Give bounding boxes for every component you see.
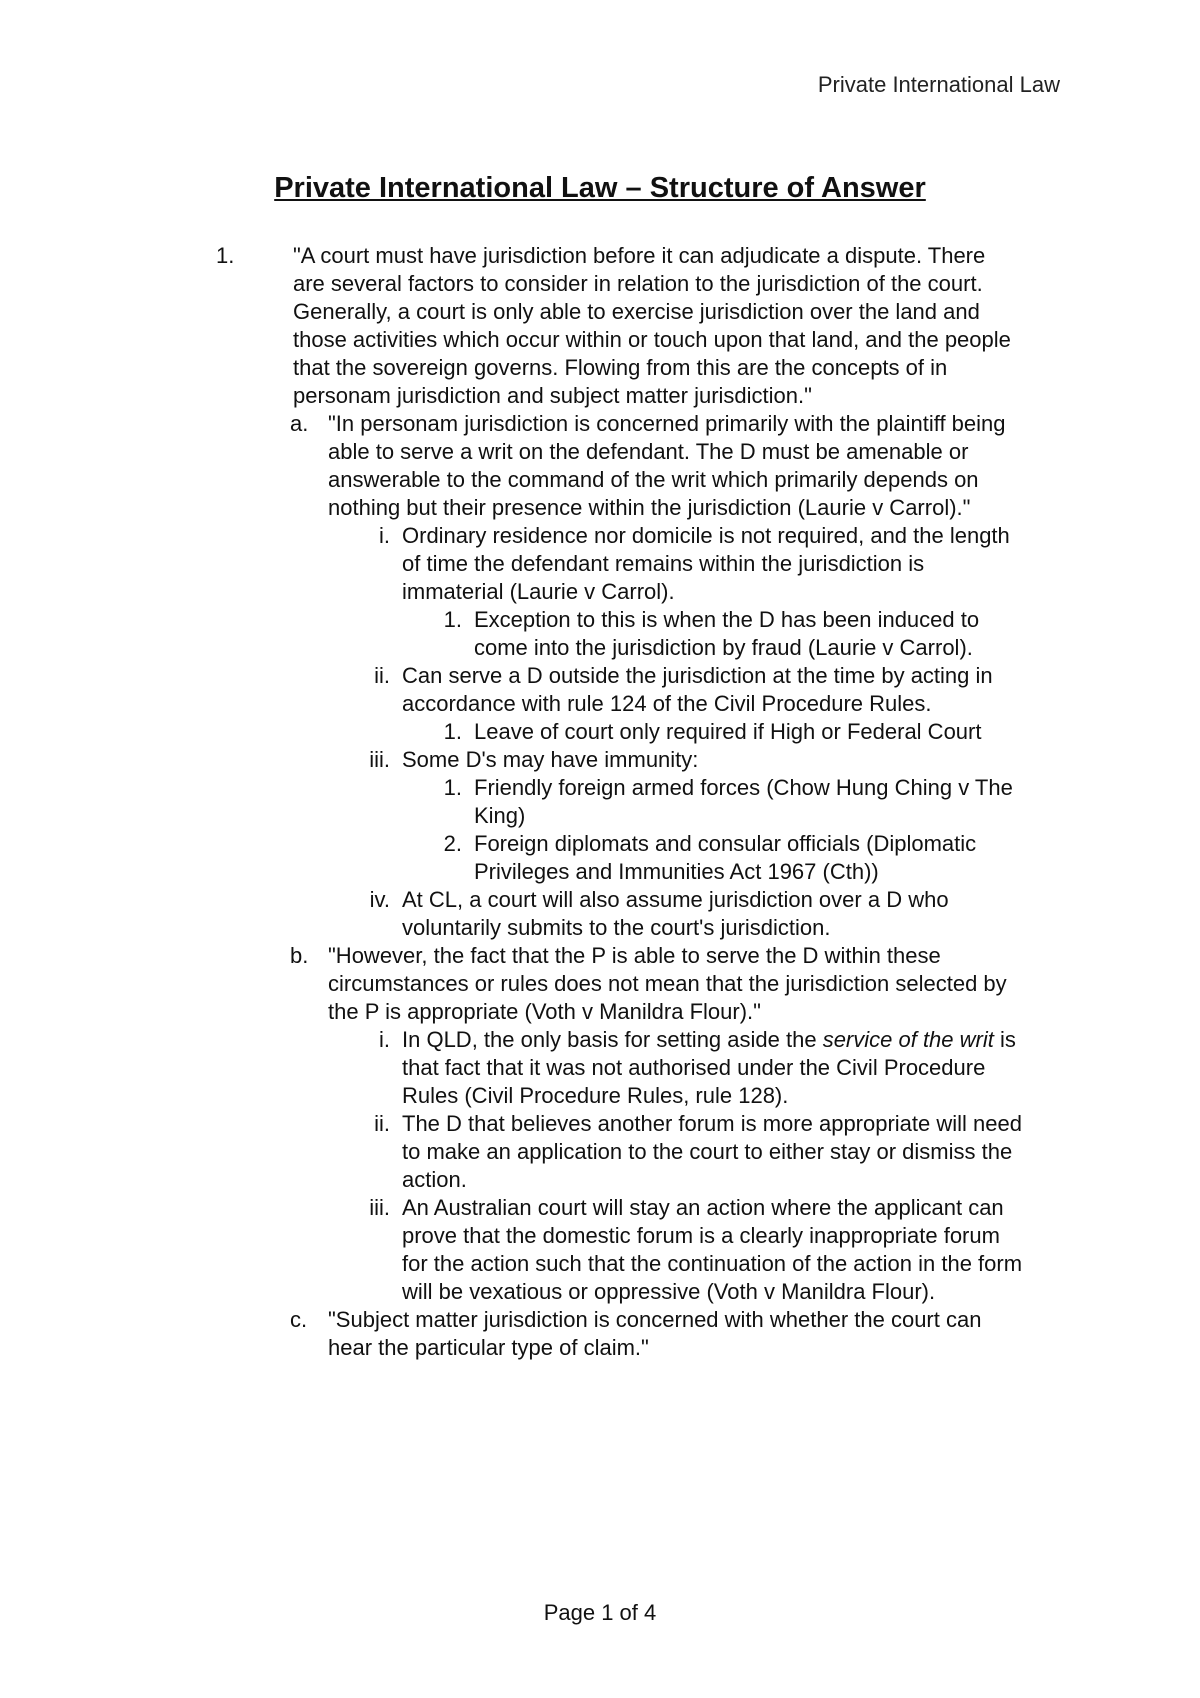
list-item-text: At CL, a court will also assume jurisdiction over a D who voluntarily submits to the court's jurisdiction.	[402, 887, 949, 940]
list-marker: iii.	[369, 1195, 390, 1220]
document-title: Private International Law – Structure of Answer	[274, 172, 926, 204]
list-marker: c.	[290, 1307, 308, 1332]
list-item-1b-ii	[0, 1110, 1200, 1194]
list-item-1a-ii-1	[0, 718, 1200, 746]
list-marker: 1.	[216, 243, 235, 268]
list-marker: iv.	[369, 887, 390, 912]
list-marker: a.	[290, 411, 309, 436]
list-item-text: Leave of court only required if High or Federal Court	[474, 719, 982, 744]
list-item-text: Some D's may have immunity:	[402, 747, 699, 772]
list-item-text: Ordinary residence nor domicile is not required, and the length of time the defendant remains within the jurisdiction is immaterial (Laurie v Carrol).	[402, 523, 1010, 604]
list-marker: 1.	[443, 775, 462, 800]
list-item-1a-i-1	[0, 606, 1200, 662]
list-marker: 1.	[443, 719, 462, 744]
list-marker: iii.	[369, 747, 390, 772]
list-item-text: Exception to this is when the D has been induced to come into the jurisdiction by fraud (Laurie v Carrol).	[474, 607, 980, 660]
list-item-text: The D that believes another forum is more appropriate will need to make an application to the court to either stay or dismiss the action.	[402, 1111, 1022, 1192]
list-marker: i.	[379, 1027, 390, 1052]
list-item-text: Can serve a D outside the jurisdiction at the time by acting in accordance with rule 124 of the Civil Procedure Rules.	[402, 663, 993, 716]
page-number: Page 1 of 4	[543, 1600, 657, 1625]
list-item-1b-iii	[0, 1194, 1200, 1306]
list-item-text: "In personam jurisdiction is concerned primarily with the plaintiff being able to serve a writ on the defendant. The D must be amenable or answerable to the command of the writ which primarily depends on nothing but their presence within the jurisdiction (Laurie v Carrol)."	[328, 411, 1006, 520]
list-item-1a-i	[0, 522, 1200, 606]
list-marker: i.	[379, 523, 390, 548]
list-item-text: Friendly foreign armed forces (Chow Hung Ching v The King)	[474, 775, 1013, 828]
list-item-1c	[0, 1306, 1200, 1362]
list-item-1a	[0, 410, 1200, 522]
list-item-text: Foreign diplomats and consular officials (Diplomatic Privileges and Immunities Act 1967 (Cth))	[474, 831, 977, 884]
text-segment: In QLD, the only basis for setting aside the	[402, 1027, 823, 1052]
list-item-text: "Subject matter jurisdiction is concerned with whether the court can hear the particular type of claim."	[328, 1307, 982, 1360]
list-item-text: An Australian court will stay an action where the applicant can prove that the domestic forum is a clearly inappropriate forum for the action such that the continuation of the action in the form will be vexatious or oppressive (Voth v Manildra Flour).	[402, 1195, 1023, 1304]
list-item-1a-ii	[0, 662, 1200, 718]
document-body	[0, 242, 1200, 1362]
text-segment: is that fact that it was not authorised under the Civil Procedure Rules (Civil Procedure Rules, rule 128).	[402, 1027, 1016, 1108]
list-marker: ii.	[374, 1111, 390, 1136]
list-item-text: "However, the fact that the P is able to serve the D within these circumstances or rules does not mean that the jurisdiction selected by the P is appropriate (Voth v Manildra Flour)."	[328, 943, 1007, 1024]
list-item-text: "A court must have jurisdiction before it can adjudicate a dispute. There are several factors to consider in relation to the jurisdiction of the court. Generally, a court is only able to exercise jurisdiction over the land and those activities which occur within or touch upon that land, and the people that the sovereign governs. Flowing from this are the concepts of in personam jurisdiction and subject matter jurisdiction."	[293, 243, 1011, 408]
list-item-1a-iv	[0, 886, 1200, 942]
list-item-1	[0, 242, 1200, 410]
list-item-1a-iii-2	[0, 830, 1200, 886]
list-item-text	[402, 1026, 1027, 1110]
list-marker: ii.	[374, 663, 390, 688]
list-marker: 2.	[443, 831, 462, 856]
list-marker: b.	[290, 943, 309, 968]
list-item-1b-i	[0, 1026, 1200, 1110]
list-item-1a-iii	[0, 746, 1200, 774]
list-marker: 1.	[443, 607, 462, 632]
emphasis-text: service of the writ	[822, 1027, 994, 1052]
list-item-1b	[0, 942, 1200, 1026]
list-item-1a-iii-1	[0, 774, 1200, 830]
running-header: Private International Law	[817, 72, 1060, 97]
